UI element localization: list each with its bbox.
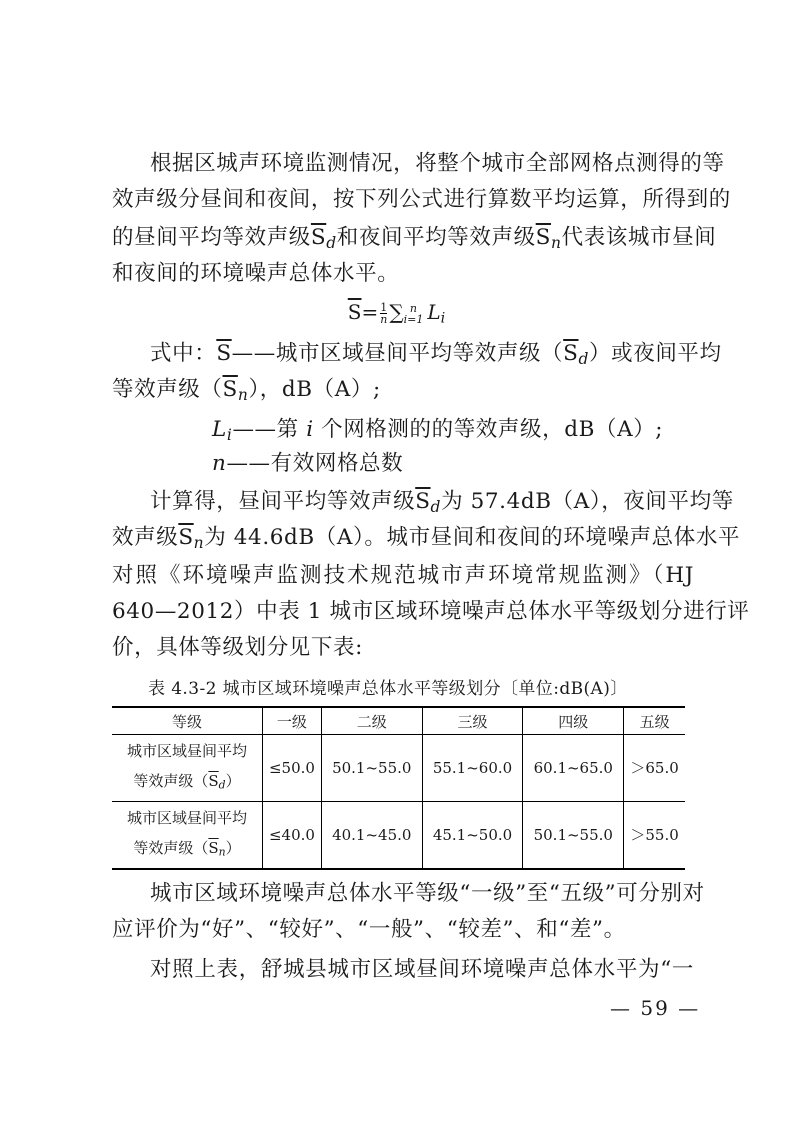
grade-table <box>112 706 685 870</box>
s-bar-symbol: $\overline{S}$ <box>535 225 552 250</box>
text: ） <box>225 838 241 857</box>
para2-line1 <box>150 488 734 521</box>
table-row <box>112 735 685 802</box>
defs-line1 <box>150 340 722 373</box>
table-cell: ＞55.0 <box>624 802 685 870</box>
text: 等效声级（ <box>133 838 209 857</box>
table-cell: 50.1~55.0 <box>321 735 422 802</box>
text: 式中： <box>150 341 217 366</box>
defs-n-line <box>212 450 692 478</box>
table-cell: 50.1~55.0 <box>523 802 624 870</box>
para4-line1: 对照上表，舒城县城市区域昼间环境噪声总体水平为“一 <box>150 957 694 982</box>
formula-fraction <box>380 302 387 325</box>
li-sub: i <box>226 425 233 444</box>
header-cell: 二级 <box>321 707 422 735</box>
li-symbol: L <box>212 417 227 442</box>
table-header-row <box>112 707 685 735</box>
row-label <box>112 735 263 802</box>
text: 为 57.4dB（A），夜间平均等 <box>441 489 734 514</box>
text: 计算得，昼间平均等效声级 <box>150 489 416 514</box>
table-cell: ≤40.0 <box>263 802 322 870</box>
para2-line2 <box>112 524 741 557</box>
formula-term: L <box>427 300 441 324</box>
row-label-line2 <box>112 766 262 801</box>
sub-d: d <box>326 233 337 252</box>
s-bar-symbol: $\overline{S}$ <box>310 225 327 250</box>
sub-n: n <box>193 533 205 552</box>
text: 效声级 <box>112 525 179 550</box>
sub-d: d <box>430 497 442 516</box>
sum-symbol: ∑ <box>389 300 404 324</box>
header-cell: 一级 <box>263 707 322 735</box>
para3-line1: 城市区域环境噪声总体水平等级“一级”至“五级”可分别对 <box>150 881 705 906</box>
row-label-line1: 城市区域昼间平均 <box>126 741 247 760</box>
defs-li-line <box>212 416 692 449</box>
text: ——第 <box>232 417 307 442</box>
s-bar-symbol: $\overline{S}$ <box>563 341 579 366</box>
para1-line2: 效声级分昼间和夜间，按下列公式进行算数平均运算，所得到的 <box>112 187 731 212</box>
table-cell: ＞65.0 <box>624 735 685 802</box>
header-cell: 四级 <box>523 707 624 735</box>
para3-line2: 应评价为“好”、“较好”、“一般”、“较差”、和“差”。 <box>112 917 626 942</box>
sub-d: d <box>578 349 590 368</box>
text: ——城市区域昼间平均等效声级（ <box>231 341 564 366</box>
sum-bottom: i=1 <box>403 312 424 326</box>
page-number: — 59 — <box>610 996 701 1020</box>
text: ——有效网格总数 <box>226 451 404 476</box>
s-bar-symbol: $\overline{S}$ <box>222 377 238 402</box>
text: 等效声级（ <box>133 771 209 790</box>
sub-n: n <box>551 233 562 252</box>
para1-line1: 根据区城声环境监测情况，将整个城市全部网格点测得的等 <box>150 151 725 176</box>
table-caption: 表 4.3-2 城市区域环境噪声总体水平等级划分〔单位:dB(A)〕 <box>148 679 628 699</box>
table-cell: 60.1~65.0 <box>523 735 624 802</box>
table-row <box>112 802 685 870</box>
sub-d: d <box>218 778 226 792</box>
s-bar-symbol: $\overline{S}$ <box>178 525 194 550</box>
s-bar-symbol: $\overline{S}$ <box>208 771 219 790</box>
s-bar-symbol: $\overline{S}$ <box>216 341 232 366</box>
s-bar-symbol: $\overline{S}$ <box>208 838 219 857</box>
header-cell: 三级 <box>422 707 523 735</box>
para2-line4: 640—2012）中表 1 城市区域环境噪声总体水平等级划分进行评 <box>112 599 750 624</box>
text: ），dB（A）; <box>248 377 381 402</box>
formula-lhs: $\overline{S}$ <box>347 300 362 324</box>
para2-line3: 对照《环境噪声监测技术规范城市声环境常规监测》（HJ <box>112 563 694 588</box>
text: ） <box>225 771 241 790</box>
s-bar-symbol: $\overline{S}$ <box>415 489 431 514</box>
table-cell: 45.1~50.0 <box>422 802 523 870</box>
formula-eq: = <box>361 300 379 324</box>
sub-n: n <box>237 385 249 404</box>
table-cell: ≤50.0 <box>263 735 322 802</box>
text: 个网格测的的等效声级，dB（A）; <box>313 417 664 442</box>
text: 和夜间平均等效声级 <box>336 225 536 250</box>
denominator: n <box>380 313 388 326</box>
formula-term-sub: i <box>440 310 446 327</box>
n-symbol: n <box>212 451 227 476</box>
para1-line3 <box>112 224 717 257</box>
mean-formula <box>0 300 793 327</box>
header-cell: 等级 <box>112 707 263 735</box>
numerator: 1 <box>380 301 388 314</box>
text: 代表该城市昼间 <box>561 225 717 250</box>
sub-n: n <box>218 845 226 859</box>
para1-line4: 和夜间的环境噪声总体水平。 <box>112 261 400 286</box>
row-label-line1: 城市区域昼间平均 <box>126 808 247 827</box>
table-cell: 40.1~45.0 <box>321 802 422 870</box>
text: 为 44.6dB（A）。城市昼间和夜间的环境噪声总体水平 <box>204 525 741 550</box>
i-symbol: i <box>306 417 314 442</box>
defs-line2 <box>112 376 694 409</box>
row-label <box>112 802 263 870</box>
sum-limits <box>404 303 424 325</box>
header-cell: 五级 <box>624 707 685 735</box>
text: 等效声级（ <box>112 377 223 402</box>
row-label-line2 <box>112 833 262 868</box>
text: ）或夜间平均 <box>589 341 722 366</box>
table-cell: 55.1~60.0 <box>422 735 523 802</box>
sum-top: n <box>409 301 418 315</box>
para2-line5: 价，具体等级划分见下表: <box>112 635 363 660</box>
text: 的昼间平均等效声级 <box>112 225 311 250</box>
